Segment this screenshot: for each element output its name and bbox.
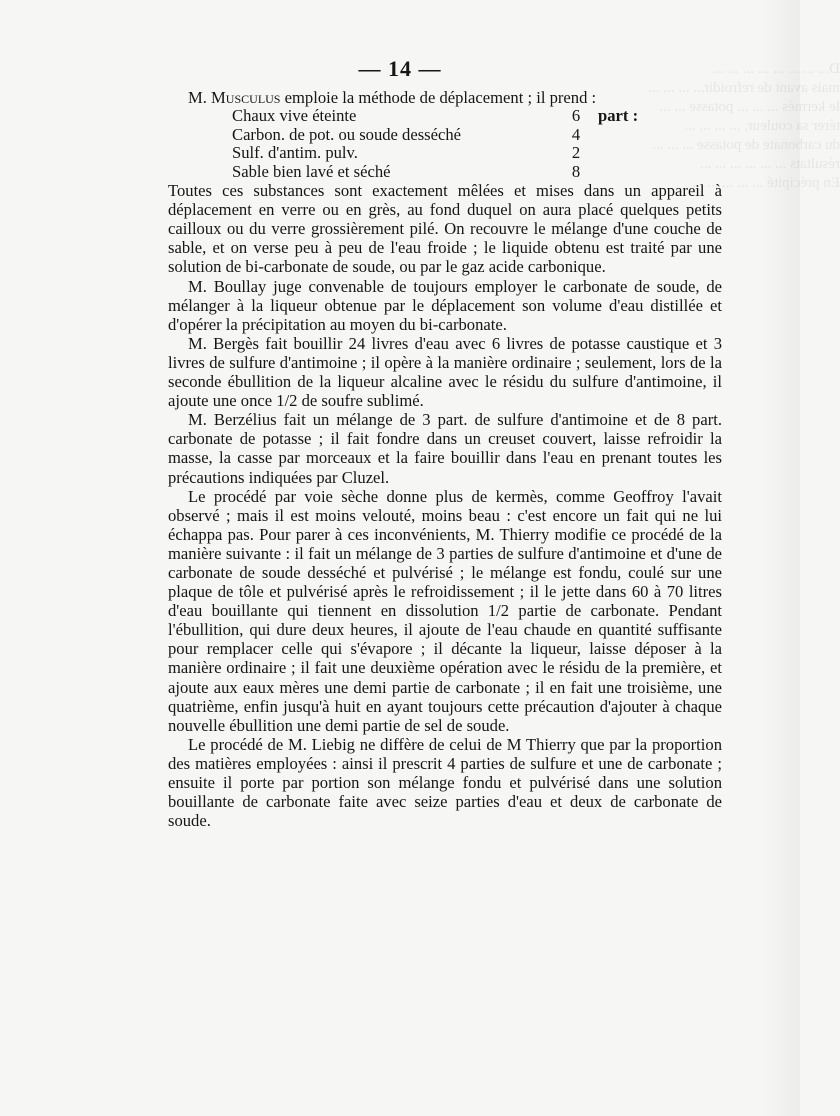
page-edge-shadow [760,0,800,1116]
recipe-row [232,163,638,182]
recipe-ingredient: Chaux vive éteinte [232,106,357,126]
intro-line [168,88,722,107]
recipe-quantity: 8 [571,161,581,181]
paragraph-liebig: Le procédé de M. Liebig ne diffère de celui de M Thierry que par la proportion des matières employées : ainsi il prescrit 4 parties de sulfure et une de carbonate ; ensuite il porte par portion son mélange fondu et pulvérisé dans une solution bouillante de carbonate faite avec seize parties d'eau et deux de carbonate de soude. [168,734,722,831]
recipe-row [232,126,638,145]
paragraph-berzelius: M. Berzélius fait un mélange de 3 part. de sulfure d'antimoine et de 8 part. carbonate de potasse ; il fait fondre dans un creuset couvert, laisse refroidir la masse, la casse par morceaux et la faire bouillir dans l'eau en prenant toutes les précautions indiquées par Cluzel. [168,410,722,487]
recipe-row [232,144,638,163]
paragraph-berges: M. Bergès fait bouillir 24 livres d'eau avec 6 livres de potasse caustique et 3 livres de sulfure d'antimoine ; il opère à la manière ordinaire ; seulement, lors de la seconde ébullition de la liqueur alcaline avec le résidu du sulfure d'antimoine, il ajoute une once 1/2 de soufre sublimé. [168,333,722,411]
page-number: — 14 — [358,56,442,81]
paragraph-thierry: Le procédé par voie sèche donne plus de kermès, comme Geoffroy l'avait observé ; mais il est moins velouté, moins beau : c'est encore un fait qui ne lui échappa pas. Pour parer à ces inconvénients, M. Thierry modifie ce procédé de la manière suivante : il fait un mélange de 3 parties de sulfure d'antimoine et d'une de carbonate de soude desséché et pulvérisé ; le mélange est fondu, coulé sur une plaque de tôle et pulvérisé après le refroidissement ; il le jette dans 60 à 70 litres d'eau bouillante qui tiennent en dissolution 1/2 partie de carbonate. Pendant l'ébullition, qui dure deux heures, il ajoute de l'eau chaude en quantité suffisante pour remplacer celle qui s'évapore ; il décante la liqueur, laisse déposer à la manière ordinaire ; il fait une deuxième opération avec le résidu de la première, et ajoute aux eaux mères une demi partie de carbonate ; il en fait une troisième, une quatrième, enfin jusqu'à huit en ayant toujours cette précaution d'ajouter à chaque nouvelle ébullition une demi partie de sel de soude. [168,486,722,735]
author-name: M. Musculus [188,88,281,107]
recipe-unit [592,144,638,163]
recipe-quantity: 2 [571,143,581,163]
recipe-table [232,107,638,181]
recipe-unit [592,163,638,182]
recipe-quantity: 4 [571,124,581,144]
recipe-ingredient: Carbon. de pot. ou soude desséché [232,124,462,144]
paragraph-boullay: M. Boullay juge convenable de toujours employer le carbonate de soude, de mélanger à la liqueur obtenue par le déplacement son volume d'eau distillée et d'opérer la précipitation au moyen du bi-carbonate. [168,276,722,334]
bleed-through-text: D... ... ... ... ... mais avant de refroidir... ... ... ... le kermès ... ... ... potasse ... ... térer sa ... ... ... ... du carbonate de potasse ... ... ... résultats ... ... ... ... En ... ... ... ... ... [648,61,840,191]
body-text [168,88,722,830]
recipe-unit [592,126,638,145]
recipe-ingredient: Sable bien lavé et séché [232,161,391,181]
intro-text: emploie la méthode de déplacement ; il prend : [280,88,597,107]
paragraph-preparation: Toutes ces substances sont exactement mêlées et mises dans un appareil à déplacement en verre ou en grès, au fond duquel on aura placé quelques petits cailloux ou du verre grossièrement pilé. On recouvre le mélange d'une couche de sable, et on verse peu à peu de l'eau froide ; le liquide obtenu est traité par une solution de bi-carbonate de soude, ou par le gaz acide carbonique. [168,181,722,277]
recipe-ingredient: Sulf. d'antim. pulv. [232,143,358,163]
recipe-quantity: 6 [571,106,581,126]
recipe-row [232,107,638,126]
recipe-unit: part : [598,106,639,126]
